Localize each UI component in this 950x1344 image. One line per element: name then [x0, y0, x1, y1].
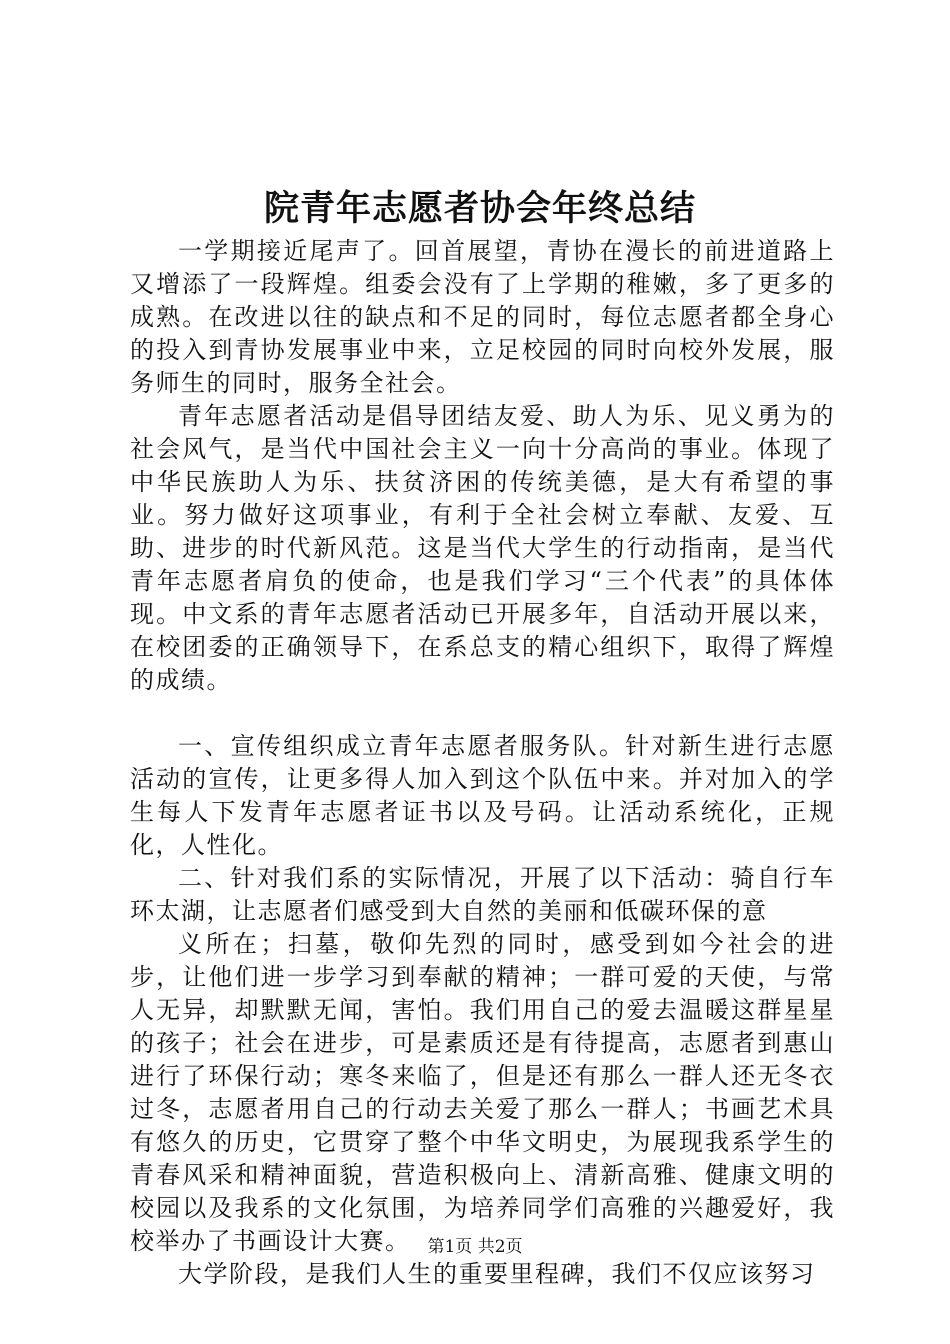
- paragraph-section-two-continued: 义所在；扫墓，敬仰先烈的同时，感受到如今社会的进步，让他们进一步学习到奉献的精神；一群可爱的天使，与常人无异，却默默无闻，害怕。我们用自己的爱去温暖这群星星的孩子；社会在进步，可是素质还是有待提高，志愿者到惠山进行了环保行动；寒冬来临了，但是还有那么一群人还无冬衣过冬，志愿者用自己的行动去关爱了那么一群人；书画艺术具有悠久的历史，它贯穿了整个中华文明史，为展现我系学生的青春风采和精神面貌，营造积极向上、清新高雅、健康文明的校园以及我系的文化氛围，为培养同学们高雅的兴趣爱好，我校举办了书画设计大赛。: [130, 930, 835, 1255]
- paragraph-section-one: 一、宣传组织成立青年志愿者服务队。针对新生进行志愿活动的宣传，让更多得人加入到这个队伍中来。并对加入的学生每人下发青年志愿者证书以及号码。让活动系统化，正规化，人性化。: [130, 732, 835, 859]
- paragraph-section-two: 二、针对我们系的实际情况，开展了以下活动：骑自行车环太湖，让志愿者们感受到大自然的美丽和低碳环保的意: [130, 864, 835, 925]
- page-footer: 第1页 共2页: [427, 1237, 523, 1257]
- paragraph-intro: 一学期接近尾声了。回首展望，青协在漫长的前进道路上又增添了一段辉煌。组委会没有了上学期的稚嫩，多了更多的成熟。在改进以往的缺点和不足的同时，每位志愿者都全身心的投入到青协发展事业中来，立足校园的同时向校外发展，服务师生的同时，服务全社会。: [130, 237, 835, 397]
- paragraph-university-stage: 大学阶段，是我们人生的重要里程碑，我们不仅应该努习: [178, 1260, 816, 1288]
- document-body: [130, 235, 835, 1291]
- paragraph-volunteer-activities: 青年志愿者活动是倡导团结友爱、助人为乐、见义勇为的社会风气，是当代中国社会主义一向十分高尚的事业。体现了中华民族助人为乐、扶贫济困的传统美德，是大有希望的事业。努力做好这项事业，有利于全社会树立奉献、友爱、互助、进步的时代新风范。这是当代大学生的行动指南，是当代青年志愿者肩负的使命，也是我们学习“三个代表”的具体体现。中文系的青年志愿者活动已开展多年，自活动开展以来，在校团委的正确领导下，在系总支的精心组织下，取得了辉煌的成绩。: [130, 402, 835, 694]
- document-title: 院青年志愿者协会年终总结: [263, 188, 696, 229]
